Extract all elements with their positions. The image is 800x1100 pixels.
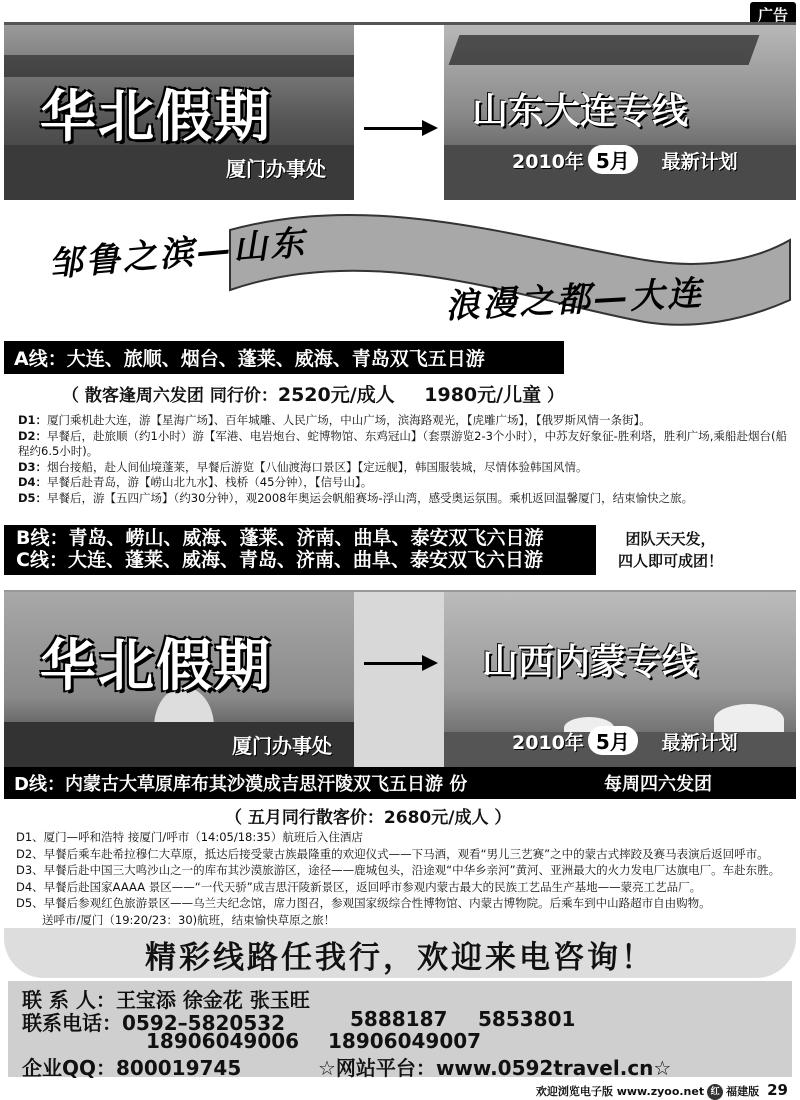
contact-persons: 王宝添 徐金花 张玉旺 [115,988,310,1012]
ribbon-line2: 浪漫之都—大连 [444,273,706,327]
arrow-right-icon [422,655,438,671]
line-title: 山东大连专线 [472,90,689,132]
itinerary-day: D5、早餐后参观红色旅游景区——乌兰夫纪念馆，席力图召，参观国家级综合性博物馆、内蒙古博物院。后乘车到中山路超市自由购物。 [16,896,711,910]
brand-title: 华北假期 [40,85,272,150]
contact-mobile-row [146,1029,482,1053]
office-label: 厦门办事处 [226,157,326,181]
arrow-line [364,662,426,665]
plan-month: 5月 [588,726,638,755]
itinerary-day: D3、早餐后赴中国三大鸣沙山之一的库布其沙漠旅游区，途径——鹿城包头，沿途观“中华乡亲河”黄河、亚洲最大的火力发电厂达旗电厂。车赴东胜。 [16,863,781,877]
route-a-title: A线：大连、旅顺、烟台、蓬莱、威海、青岛双飞五日游 [4,341,564,374]
plan-line [512,145,738,174]
contact-phone-label: 联系电话： [22,1011,122,1035]
itinerary-day: D4、早餐后赴国家AAAA 景区——“一代天骄”成吉思汗陵新景区，返回呼市参观内蒙古最大的民族工艺品生产基地——蒙亮工艺品厂。 [16,879,702,894]
arrow-line [364,127,426,130]
route-d-bar [4,767,796,799]
footer-edition: 福建版 [726,1085,760,1098]
brand-title: 华北假期 [40,634,272,699]
contact-phone[interactable]: 5853801 [478,1007,576,1031]
contact-site-label: ☆网站平台： [318,1056,436,1080]
ad-tag: 广告 [750,2,796,27]
plan-label: 最新计划 [661,732,738,754]
route-a-price [62,380,564,407]
page-footer [536,1081,788,1100]
route-bc-block [4,525,596,575]
plan-label: 最新计划 [661,151,738,173]
seal-icon: 红 [707,1084,723,1100]
itinerary-day: 送呼市/厦门（19:20/23：30)航班，结束愉快草原之旅！ [42,912,336,927]
arrow-right-icon [422,120,438,136]
contact-phone[interactable]: 5888187 [350,1007,448,1031]
plan-year: 2010年 [512,151,584,173]
route-d-schedule: 每周四六发团 [604,774,712,795]
line-title: 山西内蒙专线 [482,641,699,683]
group-note [618,528,723,572]
itinerary-day: D1、厦门—呼和浩特 接厦门/呼市（14:05/18:35）航班后入住酒店 [16,830,363,844]
itinerary-day: D5：早餐后，游【五四广场】（约30分钟），观2008年奥运会帆船赛场-浮山湾，感受奥运氛围。乘机返回温馨厦门，结束愉快之旅。 [18,490,694,505]
itinerary-day: D4：早餐后赴青岛，游【崂山北九水】、栈桥（45分钟），【信号山】。 [18,475,373,489]
contact-phone[interactable]: 0592–5820532 [122,1011,286,1035]
banner2-divider [354,592,444,767]
banner1-divider [354,25,444,200]
ribbon-line1: 邹鲁之滨—山东 [47,222,309,286]
route-c-title: C线：大连、蓬莱、威海、青岛、济南、曲阜、泰安双飞六日游 [16,549,543,571]
route-d-title: D线：内蒙古大草原库布其沙漠成吉思汗陵双飞五日游 份 [14,774,468,795]
price-child: 1980元/儿童 [424,384,542,406]
contact-mobile[interactable]: 18906049007 [328,1029,482,1053]
contact-person-label: 联 系 人： [22,988,116,1012]
price-adult: 2520元/成人 [277,384,395,406]
itinerary-day: D2、早餐后乘车赴希拉穆仁大草原，抵达后接受蒙古族最隆重的欢迎仪式——下马酒，观看“男儿三艺赛”之中的蒙古式摔跤及赛马表演后返回呼市。 [16,846,769,861]
plan-line [512,726,738,755]
itinerary-day: D2：早餐后，赴旅顺（约1小时）游【军港、电岩炮台、蛇博物馆、东鸡冠山】（套票游览2-3个小时），中苏友好象征-胜利塔，胜利广场,乘船赴烟台(船程约6.5小时)。 [18,428,787,458]
contact-mobile[interactable]: 18906049006 [146,1029,300,1053]
contact-qq-row [22,1052,672,1081]
banner-shanxi-neimeng [4,590,796,765]
contact-qq-label: 企业QQ： [22,1056,117,1080]
footer-text: 欢迎浏览电子版 www.zyoo.net [535,1085,705,1098]
plan-month: 5月 [588,145,638,174]
slogan: 精彩线路任我行，欢迎来电咨询！ [145,940,655,976]
banner-shandong-dalian [4,22,796,197]
contact-qq[interactable]: 800019745 [116,1056,242,1080]
itinerary-day: D3：烟台接船，赴人间仙境蓬莱，早餐后游览【八仙渡海口景区】【定远舰】，韩国服装城，尽情体验韩国风情。 [18,459,588,474]
contact-site-link[interactable]: www.0592travel.cn☆ [435,1056,672,1080]
route-d-price: （ 五月同行散客价：2680元/成人 ） [225,808,512,828]
route-d-itinerary [16,829,786,928]
route-a-itinerary [18,413,788,506]
itinerary-day: D1：厦门乘机赴大连，游【星海广场】、百年城雕、人民广场，中山广场，滨海路观光，【虎雕广场】，【俄罗斯风情一条街】。 [18,413,651,427]
contact-site [318,1052,671,1081]
price-suffix: ） [547,386,565,406]
group-note-line2: 四人即可成团！ [618,552,724,570]
page-number: 29 [767,1081,788,1099]
plan-year: 2010年 [512,732,584,754]
office-label: 厦门办事处 [232,734,332,758]
group-note-line1: 团队天天发， [625,530,716,548]
route-b-title: B线：青岛、崂山、威海、蓬莱、济南、曲阜、泰安双飞六日游 [16,527,544,549]
price-prefix: （ 散客逢周六发团 同行价： [62,386,278,406]
